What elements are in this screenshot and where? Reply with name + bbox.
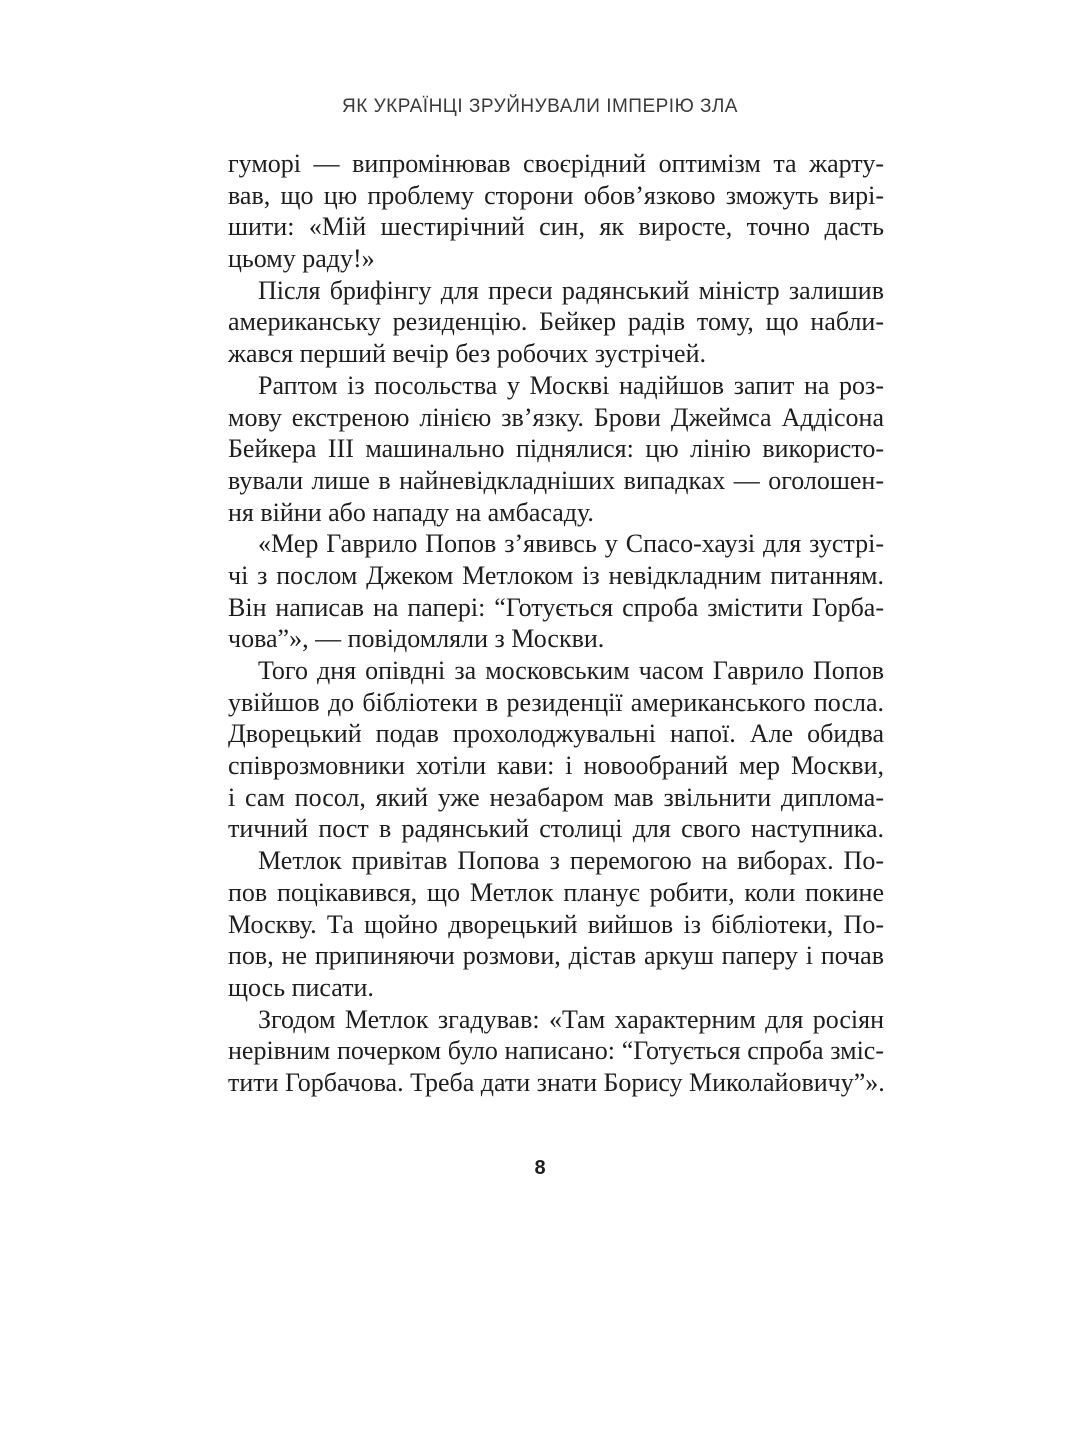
text-line: Дворецький подав прохолоджувальні напої. Але обидва (228, 719, 884, 749)
text-line: чі з послом Джеком Метлоком із невідкладним питанням. (228, 560, 884, 590)
text-line: ня війни або нападу на амбасаду. (228, 497, 594, 527)
text-line: тити Горбачова. Треба дати знати Борису Миколайовичу”». (228, 1067, 885, 1097)
text-line: вав, що цю проблему сторони обов’язково зможуть вирі- (228, 180, 884, 210)
text-line: Москву. Та щойно дворецький вийшов із бібліотеки, По- (228, 909, 884, 939)
text-line: американську резиденцію. Бейкер радів тому, що набли- (228, 307, 884, 337)
text-line: і сам посол, який уже незабаром мав звільнити диплома- (228, 782, 884, 812)
text-line: Раптом із посольства у Москві надійшов запит на роз- (258, 370, 884, 400)
text-line: увійшов до бібліотеки в резиденції американського посла. (228, 687, 884, 717)
page-number: 8 (534, 1157, 546, 1179)
text-line: пов, не припиняючи розмови, дістав аркуш паперу і почав (228, 941, 884, 971)
text-line: Того дня опівдні за московським часом Гаврило Попов (258, 656, 884, 685)
text-line: співрозмовники хотіли кави: і новообраний мер Москви, (228, 751, 884, 781)
running-header: ЯК УКРАЇНЦІ ЗРУЙНУВАЛИ ІМПЕРІЮ ЗЛА (342, 96, 738, 117)
text-line: щось писати. (228, 972, 374, 1002)
text-line: Бейкера III машинально піднялися: цю лінію використо- (228, 434, 884, 464)
text-line: гуморі — випромінював своєрідний оптимізм та жарту- (228, 149, 884, 178)
text-line: Метлок привітав Попова з перемогою на виборах. По- (258, 846, 884, 876)
body-text (228, 148, 884, 1099)
text-line: Згодом Метлок згадував: «Там характерним для росіян (258, 1004, 884, 1034)
text-line: нерівним почерком було написано: “Готується спроба зміс- (228, 1036, 884, 1066)
text-line: Він написав на папері: “Готується спроба змістити Горба- (228, 592, 884, 622)
text-line: Після брифінгу для преси радянський міністр залишив (258, 275, 884, 305)
text-line: вували лише в найневідкладніших випадках — оголошен- (228, 465, 884, 495)
text-line: пов поцікавився, що Метлок планує робити, коли покине (228, 877, 884, 907)
text-line: жався перший вечір без робочих зустрічей. (228, 339, 707, 369)
text-line: мову екстреною лінією зв’язку. Брови Джеймса Аддісона (228, 402, 884, 432)
text-line: цьому раду!» (228, 244, 375, 274)
text-line: чова”», — повідомляли з Москви. (228, 624, 605, 654)
text-line: тичний пост в радянський столиці для свого наступника. (228, 814, 884, 844)
text-line: «Мер Гаврило Попов з’явивсь у Спасо-хаузі для зустрі- (258, 529, 884, 559)
text-line: шити: «Мій шестирічний син, як виросте, точно дасть (228, 212, 884, 242)
